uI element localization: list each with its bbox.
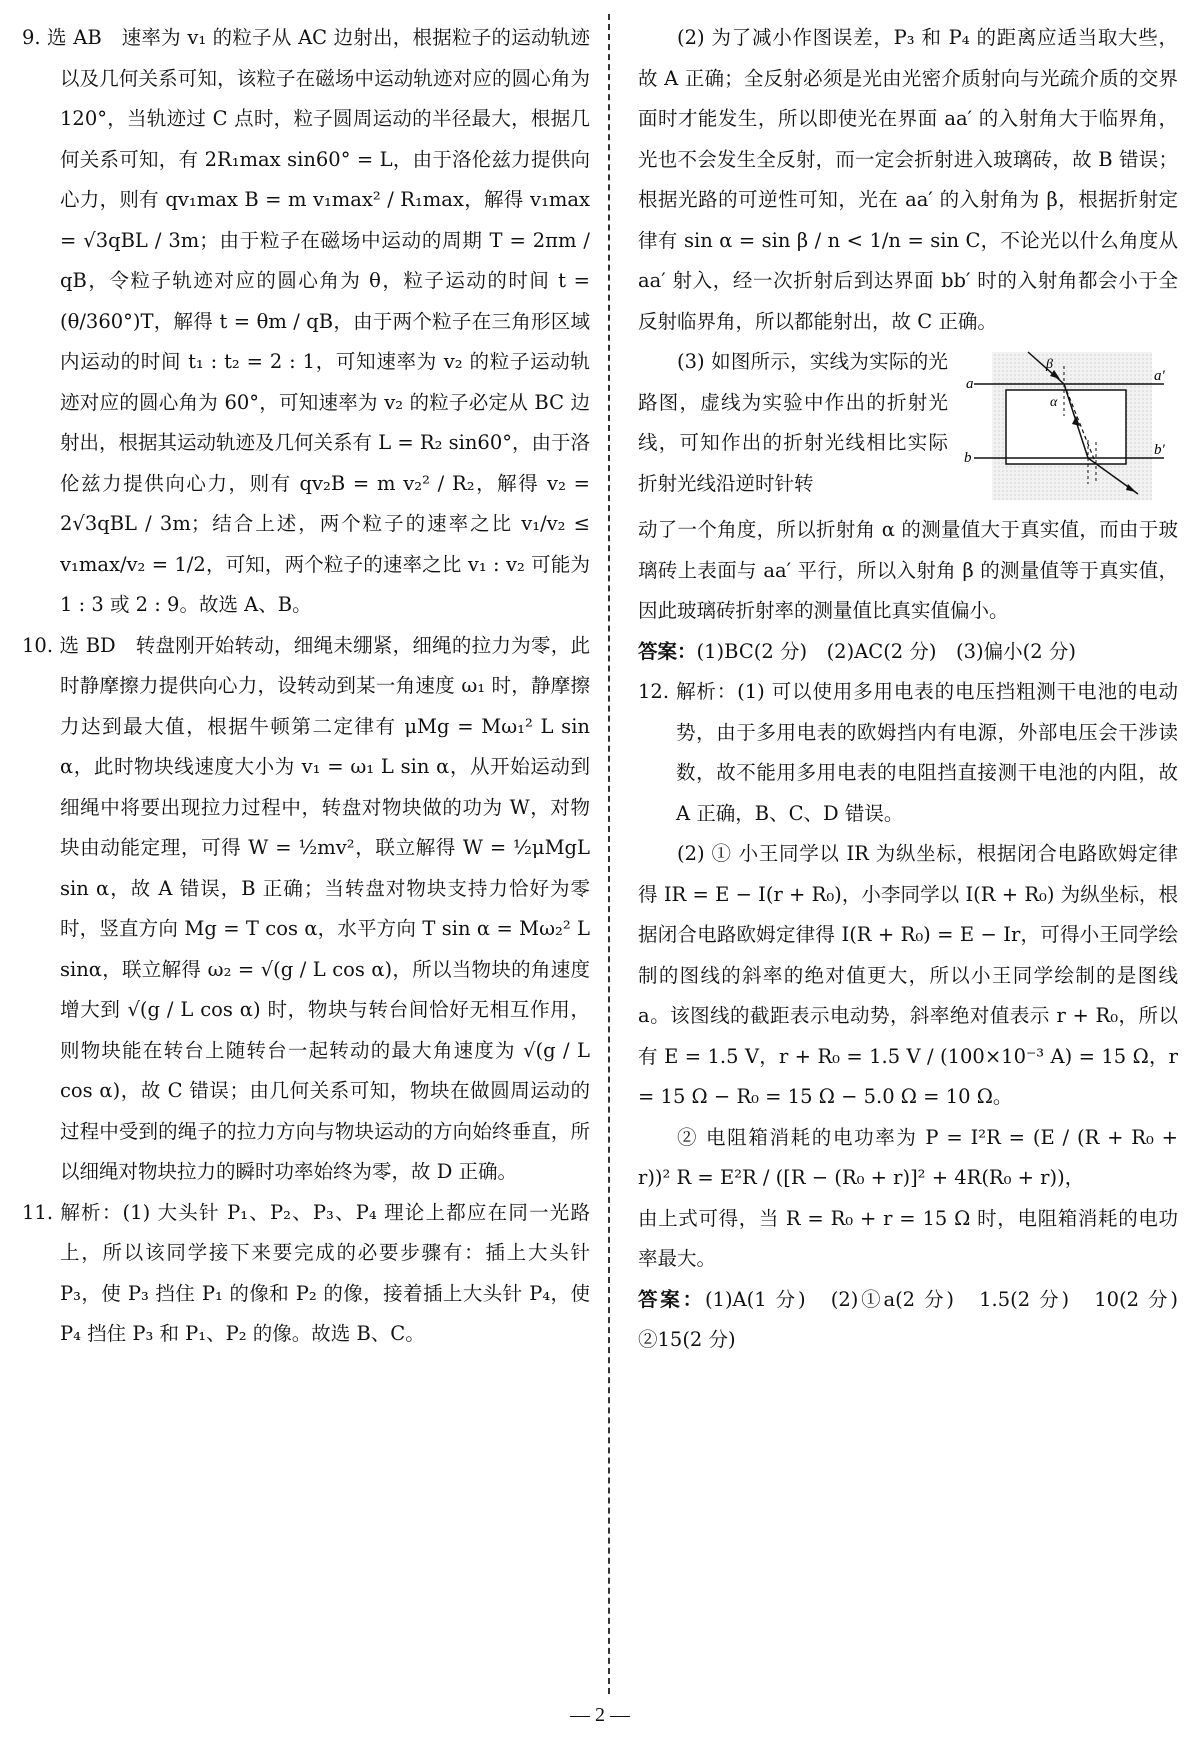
answer-12-conclusion: 由上式可得，当 R = R₀ + r = 15 Ω 时，电阻箱消耗的电功率最大。	[638, 1206, 1178, 1270]
answer-11-part2: (2) 为了减小作图误差，P₃ 和 P₄ 的距离应适当取大些，故 A 正确；全反射必须是光由光密介质射向与光疏介质的交界面时才能发生，所以即使光在界面 aa′ 的入射角大于临界角，光也不会发生全反射，而一定会折射进入玻璃砖，故 B 错误；根据光路的可逆性可知，光在 aa′ 的入射角为 β，根据折射定律有 sin α = sin β / n < 1/n = sin C，不论光以什么角度从 aa′ 射入，经一次折射后到达界面 bb′ 时的入射角都会小于全反射临界角，所以都能射出，故 C 正确。	[638, 26, 1178, 333]
answer-12-part2-b: ② 电阻箱消耗的电功率为 P = I²R = (E / (R + R₀ + r))² R = E²R / ([R − (R₀ + r)]² + 4R(R₀ + r))，	[638, 1125, 1178, 1189]
label-beta: β	[1046, 357, 1053, 372]
answer-11-part3-text-b: 动了一个角度，所以折射角 α 的测量值大于真实值，而由于玻璃砖上表面与 aa′ 平行，所以入射角 β 的测量值等于真实值，因此玻璃砖折射率的测量值比真实值偏小。	[638, 518, 1178, 622]
glass-block	[1006, 390, 1126, 464]
answer-10: 10. 选 BD 转盘刚开始转动，细绳未绷紧，细绳的拉力为零，此时静摩擦力提供向心力，设转动到某一角速度 ω₁ 时，静摩擦力达到最大值，根据牛顿第二定律有 μMg = Mω₁² L sin α，此时物块线速度大小为 v₁ = ω₁ L sin α，从开始运动到细绳中将要出现拉力过程中，转盘对物块做的功为 W，对物块由动能定理，可得 W = ½mv²，联立解得 W = ½μMgL sin α，故 A 错误，B 正确；当转盘对物块支持力恰好为零时，竖直方向 Mg = T cos α，水平方向 T sin α = Mω₂² L sinα，联立解得 ω₂ = √(g / L cos α)，所以当物块的角速度增大到 √(g / L cos α) 时，物块与转台间恰好无相互作用，则物块能在转台上随转台一起转动的最大角速度为 √(g / L cos α)，故 C 错误；由几何关系可知，物块在做圆周运动的过程中受到的绳子的拉力方向与物块运动的方向始终垂直，所以细绳对物块拉力的瞬时功率始终为零，故 D 正确。	[22, 633, 590, 1183]
answer-label: 答案：	[638, 639, 697, 663]
answer-11-part1: 11. 解析：(1) 大头针 P₁、P₂、P₃、P₄ 理论上都应在同一光路上，所以该同学接下来要完成的必要步骤有：插上大头针 P₃，使 P₃ 挡住 P₁ 的像和 P₂ 的像，接着插上大头针 P₄，使 P₄ 挡住 P₃ 和 P₁、P₂ 的像。故选 B、C。	[22, 1200, 590, 1345]
answer-9: 9. 选 AB 速率为 v₁ 的粒子从 AC 边射出，根据粒子的运动轨迹以及几何关系可知，该粒子在磁场中运动轨迹对应的圆心角为 120°，当轨迹过 C 点时，粒子圆周运动的半径最大，根据几何关系可知，有 2R₁max sin60° = L，由于洛伦兹力提供向心力，则有 qv₁max B = m v₁max² / R₁max，解得 v₁max = √3qBL / 3m；由于粒子在磁场中运动的周期 T = 2πm / qB，令粒子轨迹对应的圆心角为 θ，粒子运动的时间 t = (θ/360°)T，解得 t = θm / qB，由于两个粒子在三角形区域内运动的时间 t₁ : t₂ = 2 : 1，可知速率为 v₂ 的粒子运动轨迹对应的圆心角为 60°，可知速率为 v₂ 的粒子必定从 BC 边射出，根据其运动轨迹及几何关系有 L = R₂ sin60°，由于洛伦兹力提供向心力，则有 qv₂B = m v₂² / R₂，解得 v₂ = 2√3qBL / 3m；结合上述，两个粒子的速率之比 v₁/v₂ ≤ v₁max/v₂ = 1/2，可知，两个粒子的速率之比 v₁ : v₂ 可能为 1 : 3 或 2 : 9。故选 A、B。	[22, 26, 590, 616]
left-column	[22, 18, 590, 1355]
right-column	[638, 18, 1198, 1361]
label-alpha: α	[1050, 395, 1058, 410]
label-b-prime: b′	[1154, 442, 1165, 458]
page-number: — 2 —	[570, 1704, 630, 1726]
refraction-diagram	[958, 346, 1178, 506]
answer-11-part3	[638, 342, 1178, 510]
answer-12-part1: 12. 解析：(1) 可以使用多用电表的电压挡粗测干电池的电动势，由于多用电表的欧姆挡内有电源，外部电压会干涉读数，故不能用多用电表的电阻挡直接测干电池的内阻，故 A 正确，B、C、D 错误。	[638, 680, 1178, 825]
answer-label: 答案：	[638, 1287, 705, 1311]
label-a: a	[966, 376, 974, 392]
answer-11-answer	[638, 632, 1178, 673]
label-a-prime: a′	[1154, 368, 1165, 384]
answer-12-part2: (2) ① 小王同学以 IR 为纵坐标，根据闭合电路欧姆定律得 IR = E − I(r + R₀)，小李同学以 I(R + R₀) 为纵坐标，根据闭合电路欧姆定律得 I(R + R₀) = E − Ir，可得小王同学绘制的图线的斜率的绝对值更大，所以小王同学绘制的是图线 a。该图线的截距表示电动势，斜率绝对值表示 r + R₀，所以有 E = 1.5 V，r + R₀ = 1.5 V / (100×10⁻³ A) = 15 Ω，r = 15 Ω − R₀ = 15 Ω − 5.0 Ω = 10 Ω。	[638, 842, 1178, 1108]
column-divider	[608, 14, 610, 1694]
answer-11-part3-text-a: (3) 如图所示，实线为实际的光路图，虚线为实验中作出的折射光线，可知作出的折射光线相比实际折射光线沿逆时针转	[638, 350, 948, 495]
answer-12-values: (1)A(1 分) (2)①a(2 分) 1.5(2 分) 10(2 分) ②15(2 分)	[638, 1287, 1198, 1351]
label-b: b	[964, 450, 972, 466]
answer-12-answer	[638, 1280, 1198, 1361]
answer-11-values: (1)BC(2 分) (2)AC(2 分) (3)偏小(2 分)	[696, 639, 1076, 663]
